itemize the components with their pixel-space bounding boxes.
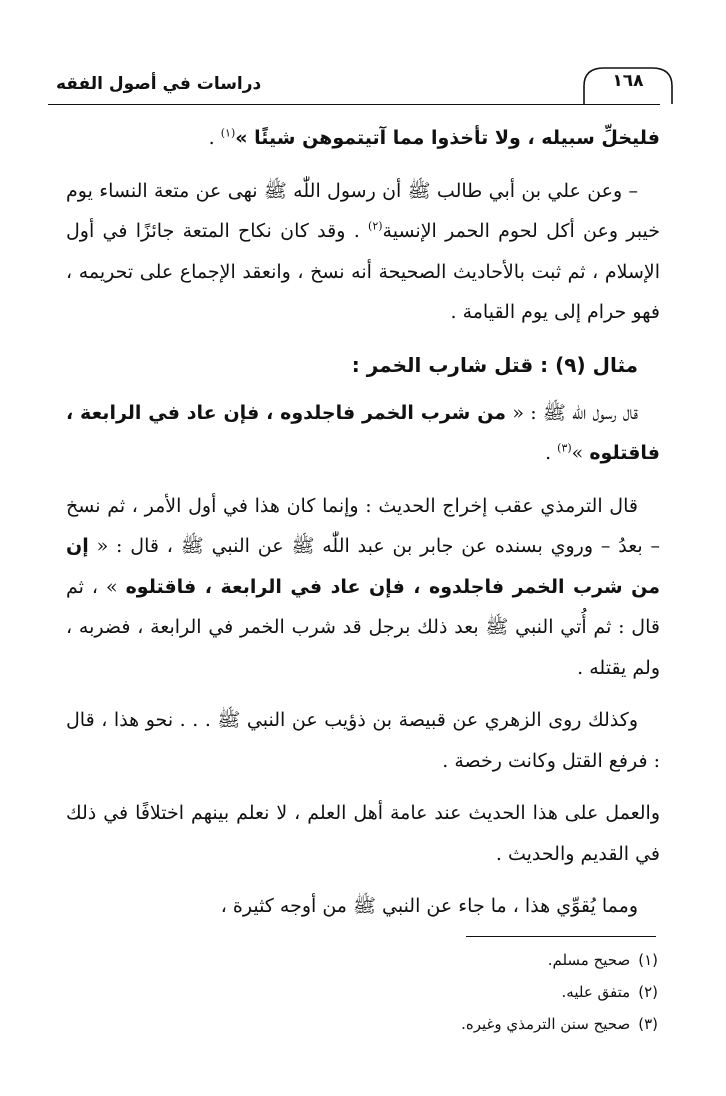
paragraph-6: والعمل على هذا الحديث عند عامة أهل العلم ، لا نعلم بينهم اختلافًا في ذلك في القديم والحديث .	[66, 802, 660, 865]
footnote-ref-1: (١)	[220, 126, 236, 140]
footnote-ref-2: (٢)	[368, 219, 383, 233]
paragraph-7: ومما يُقوِّي هذا ، ما جاء عن النبي ﷺ من أوجه كثيرة ،	[220, 895, 638, 917]
footnote-text: صحيح سنن الترمذي وغيره.	[461, 1015, 631, 1033]
footnotes	[120, 944, 658, 1040]
paragraph-4	[66, 486, 660, 689]
paragraph-2	[66, 171, 660, 333]
footnote-number: (٢)	[638, 983, 658, 1001]
paragraph-text: قال رسول اللّٰه ﷺ : «	[506, 401, 638, 424]
hadith-bold: إن من شرب الخمر فاجلدوه ، فإن عاد في الرابعة ، فاقتلوه	[66, 535, 660, 598]
paragraph-text: – وعن علي بن أبي طالب ﷺ أن رسول اللّٰه ﷺ نهى عن متعة النساء يوم خيبر وعن أكل لحوم الحمر الإنسية	[66, 179, 661, 242]
page-number-tab	[582, 64, 674, 98]
footnote-text: متفق عليه.	[561, 983, 631, 1001]
footnote	[120, 944, 658, 976]
footnote-text: صحيح مسلم.	[547, 951, 631, 969]
footnote-ref-3: (٣)	[557, 441, 572, 455]
paragraph-1	[66, 118, 660, 159]
main-text	[66, 118, 660, 939]
footnote	[120, 976, 658, 1008]
header-rule	[48, 104, 660, 105]
paragraph-tail: .	[208, 127, 221, 149]
footnote-number: (١)	[638, 951, 658, 969]
paragraph-text: »	[571, 442, 590, 464]
paragraph-tail: .	[545, 442, 558, 464]
running-title: دراسات في أصول الفقه	[56, 74, 262, 94]
paragraph-text: » ، ثم قال : ثم أُتي النبي ﷺ بعد ذلك برجل قد شرب الخمر في الرابعة ، فضربه ، ولم يقتله .	[66, 575, 660, 679]
footnote	[120, 1008, 658, 1040]
hadith-bold: من شرب الخمر فاجلدوه ، فإن عاد في الرابعة ، فاقتلوه	[66, 401, 660, 464]
running-header	[48, 62, 660, 106]
quote-bold: فليخلِّ سبيله ، ولا تأخذوا مما آتيتموهن شيئًا »	[235, 127, 660, 149]
paragraph-5: وكذلك روى الزهري عن قبيصة بن ذؤيب عن النبي ﷺ . . . نحو هذا ، قال : فرفع القتل وكانت رخصة .	[66, 709, 660, 772]
footnote-number: (٣)	[638, 1015, 658, 1033]
paragraph-text: . وقد كان نكاح المتعة جائزًا في أول الإسلام ، ثم ثبت بالأحاديث الصحيحة أنه نسخ ، وانعقد الإجماع على تحريمه ، فهو حرام إلى يوم القيامة .	[66, 220, 660, 323]
footnote-separator	[466, 936, 656, 937]
page-number: ١٦٨	[612, 71, 644, 91]
paragraph-text: قال الترمذي عقب إخراج الحديث : وإنما كان هذا في أول الأمر ، ثم نسخ – بعدُ – وروي بسنده عن جابر بن عبد اللّٰه ﷺ عن النبي ﷺ ، قال : «	[66, 494, 660, 557]
paragraph-3	[66, 393, 660, 474]
section-heading: مثال (٩) : قتل شارب الخمر :	[351, 352, 638, 377]
